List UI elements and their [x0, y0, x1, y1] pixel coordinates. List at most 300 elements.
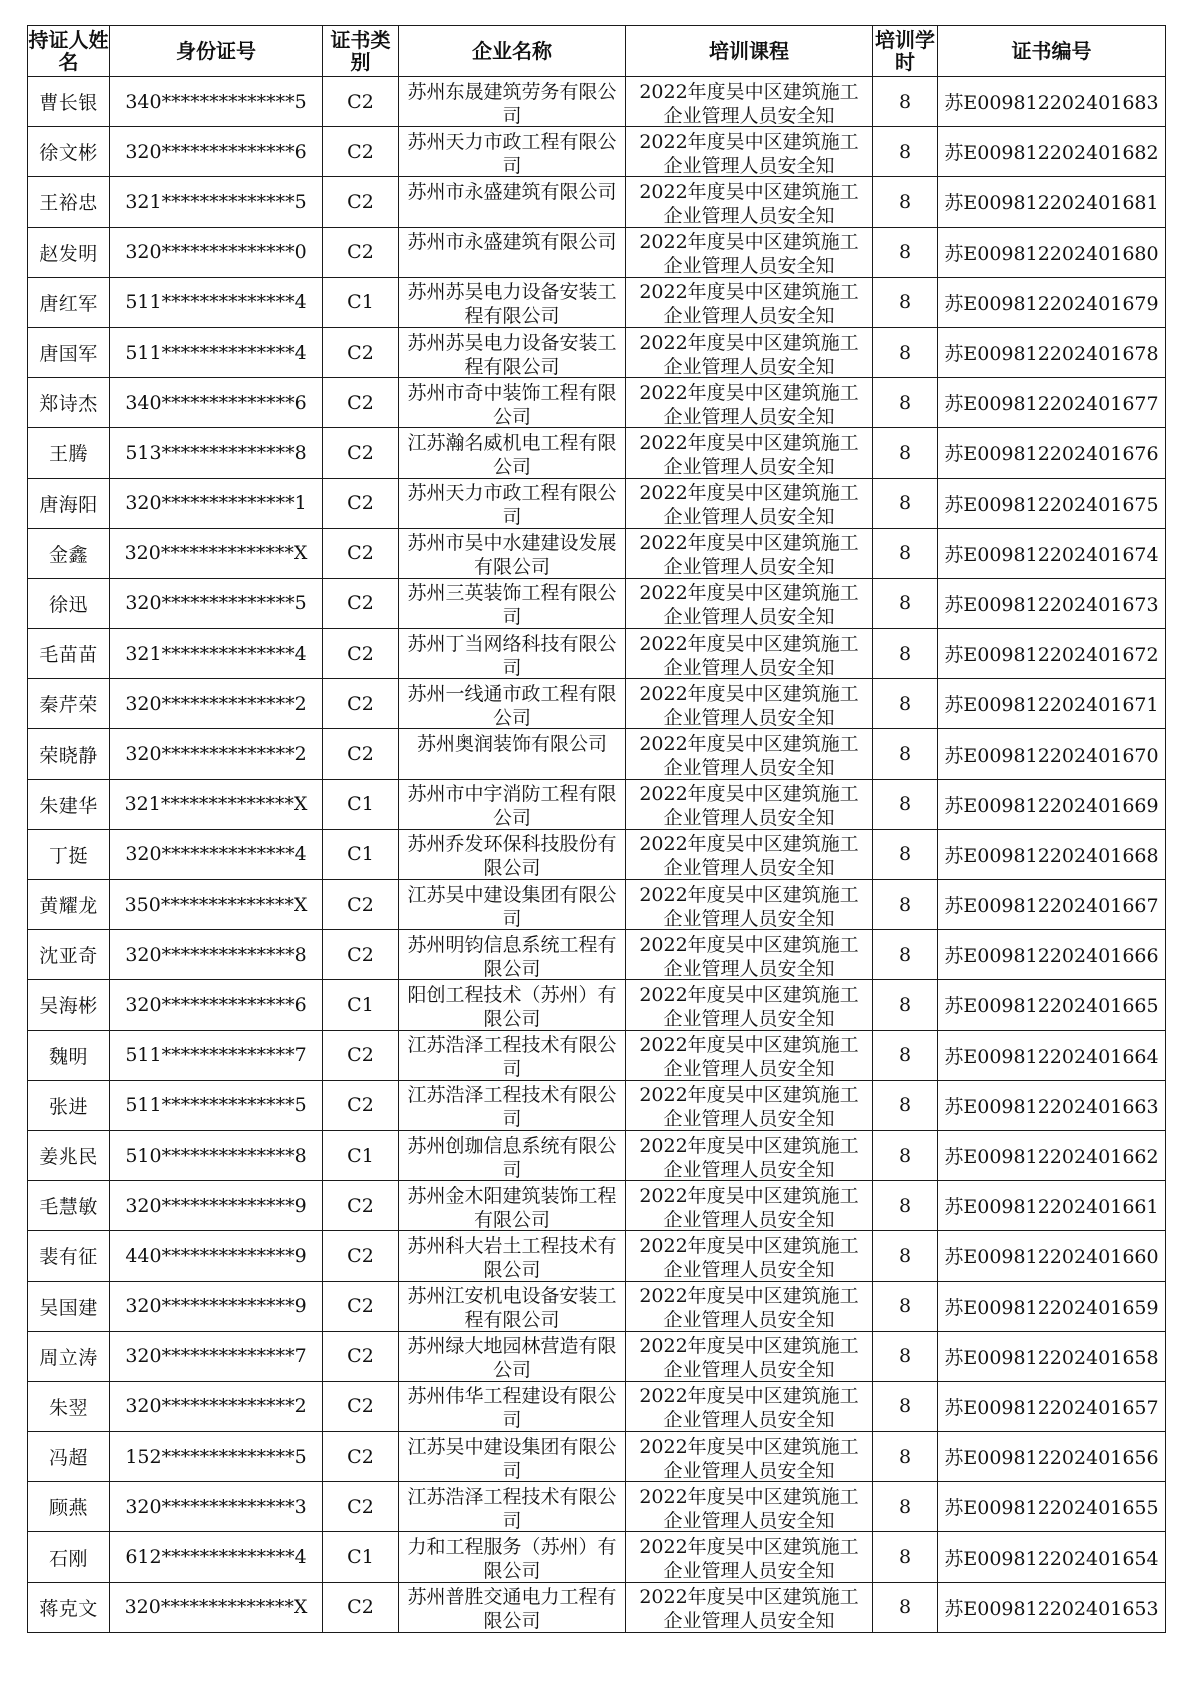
company-name — [399, 428, 626, 478]
cert-type: C2 — [323, 1482, 399, 1532]
table-row — [28, 1532, 1166, 1582]
cert-type: C2 — [323, 1381, 399, 1431]
course-name-text: 2022年度吴中区建筑施工企业管理人员安全知 — [639, 733, 859, 777]
company-name-text: 苏州江安机电设备安装工程有限公司 — [407, 1285, 617, 1329]
table-row — [28, 528, 1166, 578]
company-name — [399, 127, 626, 177]
cert-number: 苏E009812202401681 — [938, 177, 1166, 227]
cert-number: 苏E009812202401667 — [938, 880, 1166, 930]
cert-number: 苏E009812202401675 — [938, 478, 1166, 528]
id-number: 511**************4 — [110, 327, 323, 377]
cert-type: C1 — [323, 829, 399, 879]
cert-number: 苏E009812202401654 — [938, 1532, 1166, 1582]
company-name — [399, 1331, 626, 1381]
cert-number: 苏E009812202401666 — [938, 930, 1166, 980]
company-name — [399, 1030, 626, 1080]
company-name-text: 苏州苏吴电力设备安装工程有限公司 — [407, 331, 617, 375]
cert-type: C2 — [323, 1281, 399, 1331]
holder-name: 石刚 — [28, 1532, 110, 1582]
table-row — [28, 1080, 1166, 1130]
company-name — [399, 277, 626, 327]
company-name — [399, 930, 626, 980]
id-number: 513**************8 — [110, 428, 323, 478]
cert-number: 苏E009812202401668 — [938, 829, 1166, 879]
company-name — [399, 177, 626, 227]
course-name-text: 2022年度吴中区建筑施工企业管理人员安全知 — [639, 130, 859, 174]
course-name — [626, 679, 873, 729]
id-number: 510**************8 — [110, 1130, 323, 1180]
table-row — [28, 629, 1166, 679]
holder-name: 冯超 — [28, 1432, 110, 1482]
cert-type: C2 — [323, 378, 399, 428]
training-hours: 8 — [873, 1181, 938, 1231]
company-name — [399, 729, 626, 779]
training-hours: 8 — [873, 1381, 938, 1431]
course-name-text: 2022年度吴中区建筑施工企业管理人员安全知 — [639, 1385, 859, 1429]
course-name — [626, 1231, 873, 1281]
header-row — [28, 26, 1166, 77]
cert-number: 苏E009812202401661 — [938, 1181, 1166, 1231]
cert-type: C2 — [323, 478, 399, 528]
cert-number: 苏E009812202401665 — [938, 980, 1166, 1030]
cert-number: 苏E009812202401664 — [938, 1030, 1166, 1080]
company-name-text: 江苏浩泽工程技术有限公司 — [407, 1485, 617, 1529]
course-name-text: 2022年度吴中区建筑施工企业管理人员安全知 — [639, 1335, 859, 1379]
course-name — [626, 1432, 873, 1482]
course-name — [626, 177, 873, 227]
table-row — [28, 880, 1166, 930]
company-name-text: 苏州绿大地园林营造有限公司 — [407, 1335, 617, 1379]
company-name — [399, 679, 626, 729]
company-name-text: 力和工程服务（苏州）有限公司 — [407, 1536, 617, 1580]
header-name: 持证人姓名 — [28, 26, 110, 77]
training-hours: 8 — [873, 1281, 938, 1331]
cert-type: C2 — [323, 729, 399, 779]
training-hours: 8 — [873, 378, 938, 428]
company-name — [399, 880, 626, 930]
cert-type: C1 — [323, 1130, 399, 1180]
company-name — [399, 578, 626, 628]
course-name — [626, 77, 873, 127]
course-name-text: 2022年度吴中区建筑施工企业管理人员安全知 — [639, 983, 859, 1027]
company-name — [399, 1231, 626, 1281]
holder-name: 唐海阳 — [28, 478, 110, 528]
cert-type: C2 — [323, 227, 399, 277]
company-name-text: 苏州一线通市政工程有限公司 — [407, 682, 617, 726]
id-number: 340**************5 — [110, 77, 323, 127]
cert-number: 苏E009812202401659 — [938, 1281, 1166, 1331]
cert-type: C2 — [323, 930, 399, 980]
training-hours: 8 — [873, 327, 938, 377]
header-cert-type: 证书类别 — [323, 26, 399, 77]
table-row — [28, 1030, 1166, 1080]
table-row — [28, 1181, 1166, 1231]
course-name-text: 2022年度吴中区建筑施工企业管理人员安全知 — [639, 1084, 859, 1128]
company-name — [399, 478, 626, 528]
table-row — [28, 829, 1166, 879]
course-name — [626, 478, 873, 528]
training-hours: 8 — [873, 578, 938, 628]
course-name — [626, 428, 873, 478]
table-row — [28, 578, 1166, 628]
company-name-text: 阳创工程技术（苏州）有限公司 — [407, 983, 617, 1027]
company-name — [399, 1080, 626, 1130]
company-name — [399, 779, 626, 829]
company-name-text: 江苏浩泽工程技术有限公司 — [407, 1034, 617, 1078]
holder-name: 吴海彬 — [28, 980, 110, 1030]
table-row — [28, 1381, 1166, 1431]
company-name-text: 苏州市永盛建筑有限公司 — [407, 180, 617, 203]
company-name-text: 苏州丁当网络科技有限公司 — [407, 632, 617, 676]
company-name — [399, 1532, 626, 1582]
table-row — [28, 679, 1166, 729]
id-number: 320**************4 — [110, 829, 323, 879]
company-name — [399, 1582, 626, 1632]
holder-name: 周立涛 — [28, 1331, 110, 1381]
cert-number: 苏E009812202401669 — [938, 779, 1166, 829]
course-name-text: 2022年度吴中区建筑施工企业管理人员安全知 — [639, 231, 859, 275]
company-name-text: 江苏吴中建设集团有限公司 — [407, 1435, 617, 1479]
company-name-text: 苏州乔发环保科技股份有限公司 — [407, 833, 617, 877]
cert-number: 苏E009812202401683 — [938, 77, 1166, 127]
training-hours: 8 — [873, 177, 938, 227]
cert-type: C2 — [323, 428, 399, 478]
course-name — [626, 1331, 873, 1381]
company-name-text: 苏州天力市政工程有限公司 — [407, 130, 617, 174]
course-name — [626, 1482, 873, 1532]
cert-number: 苏E009812202401676 — [938, 428, 1166, 478]
course-name-text: 2022年度吴中区建筑施工企业管理人员安全知 — [639, 582, 859, 626]
course-name-text: 2022年度吴中区建筑施工企业管理人员安全知 — [639, 80, 859, 124]
cert-type: C1 — [323, 980, 399, 1030]
id-number: 612**************4 — [110, 1532, 323, 1582]
company-name — [399, 629, 626, 679]
holder-name: 毛慧敏 — [28, 1181, 110, 1231]
cert-number: 苏E009812202401678 — [938, 327, 1166, 377]
cert-type: C1 — [323, 277, 399, 327]
course-name-text: 2022年度吴中区建筑施工企业管理人员安全知 — [639, 381, 859, 425]
id-number: 152**************5 — [110, 1432, 323, 1482]
training-hours: 8 — [873, 829, 938, 879]
course-name-text: 2022年度吴中区建筑施工企业管理人员安全知 — [639, 1485, 859, 1529]
id-number: 320**************2 — [110, 1381, 323, 1431]
training-hours: 8 — [873, 1030, 938, 1080]
id-number: 320**************2 — [110, 679, 323, 729]
id-number: 320**************3 — [110, 1482, 323, 1532]
table-row — [28, 1130, 1166, 1180]
id-number: 320**************5 — [110, 578, 323, 628]
table-row — [28, 127, 1166, 177]
cert-type: C2 — [323, 528, 399, 578]
course-name-text: 2022年度吴中区建筑施工企业管理人员安全知 — [639, 281, 859, 325]
id-number: 320**************X — [110, 1582, 323, 1632]
id-number: 320**************9 — [110, 1181, 323, 1231]
header-hours: 培训学时 — [873, 26, 938, 77]
training-hours: 8 — [873, 1482, 938, 1532]
id-number: 511**************7 — [110, 1030, 323, 1080]
course-name-text: 2022年度吴中区建筑施工企业管理人员安全知 — [639, 883, 859, 927]
id-number: 350**************X — [110, 880, 323, 930]
id-number: 320**************6 — [110, 127, 323, 177]
company-name — [399, 77, 626, 127]
course-name — [626, 779, 873, 829]
course-name — [626, 277, 873, 327]
id-number: 320**************X — [110, 528, 323, 578]
training-hours: 8 — [873, 880, 938, 930]
cert-number: 苏E009812202401656 — [938, 1432, 1166, 1482]
company-name-text: 苏州市奇中装饰工程有限公司 — [407, 381, 617, 425]
company-name — [399, 1432, 626, 1482]
training-hours: 8 — [873, 980, 938, 1030]
holder-name: 蒋克文 — [28, 1582, 110, 1632]
id-number: 511**************4 — [110, 277, 323, 327]
training-hours: 8 — [873, 1331, 938, 1381]
certificate-table — [27, 25, 1166, 1633]
holder-name: 唐国军 — [28, 327, 110, 377]
course-name — [626, 980, 873, 1030]
id-number: 320**************8 — [110, 930, 323, 980]
cert-type: C2 — [323, 1030, 399, 1080]
cert-number: 苏E009812202401655 — [938, 1482, 1166, 1532]
cert-type: C2 — [323, 1181, 399, 1231]
cert-number: 苏E009812202401663 — [938, 1080, 1166, 1130]
holder-name: 魏明 — [28, 1030, 110, 1080]
training-hours: 8 — [873, 227, 938, 277]
company-name-text: 苏州天力市政工程有限公司 — [407, 482, 617, 526]
course-name — [626, 880, 873, 930]
id-number: 340**************6 — [110, 378, 323, 428]
header-course: 培训课程 — [626, 26, 873, 77]
holder-name: 唐红军 — [28, 277, 110, 327]
cert-type: C2 — [323, 1582, 399, 1632]
cert-number: 苏E009812202401674 — [938, 528, 1166, 578]
course-name-text: 2022年度吴中区建筑施工企业管理人员安全知 — [639, 933, 859, 977]
course-name — [626, 578, 873, 628]
training-hours: 8 — [873, 679, 938, 729]
course-name — [626, 1381, 873, 1431]
table-row — [28, 1281, 1166, 1331]
cert-number: 苏E009812202401653 — [938, 1582, 1166, 1632]
course-name — [626, 1080, 873, 1130]
course-name-text: 2022年度吴中区建筑施工企业管理人员安全知 — [639, 1536, 859, 1580]
course-name-text: 2022年度吴中区建筑施工企业管理人员安全知 — [639, 1435, 859, 1479]
cert-type: C2 — [323, 629, 399, 679]
company-name-text: 苏州伟华工程建设有限公司 — [407, 1385, 617, 1429]
cert-number: 苏E009812202401673 — [938, 578, 1166, 628]
holder-name: 荣晓静 — [28, 729, 110, 779]
holder-name: 姜兆民 — [28, 1130, 110, 1180]
holder-name: 裴有征 — [28, 1231, 110, 1281]
table-row — [28, 779, 1166, 829]
course-name-text: 2022年度吴中区建筑施工企业管理人员安全知 — [639, 431, 859, 475]
cert-number: 苏E009812202401677 — [938, 378, 1166, 428]
training-hours: 8 — [873, 1582, 938, 1632]
company-name-text: 苏州创珈信息系统有限公司 — [407, 1134, 617, 1178]
company-name-text: 苏州市吴中水建建设发展有限公司 — [407, 532, 617, 576]
table-row — [28, 729, 1166, 779]
table-row — [28, 980, 1166, 1030]
cert-number: 苏E009812202401658 — [938, 1331, 1166, 1381]
training-hours: 8 — [873, 629, 938, 679]
holder-name: 朱翌 — [28, 1381, 110, 1431]
cert-type: C1 — [323, 779, 399, 829]
company-name-text: 苏州明钧信息系统工程有限公司 — [407, 933, 617, 977]
table-row — [28, 478, 1166, 528]
training-hours: 8 — [873, 277, 938, 327]
table-row — [28, 277, 1166, 327]
holder-name: 郑诗杰 — [28, 378, 110, 428]
table-row — [28, 1432, 1166, 1482]
company-name-text: 苏州金木阳建筑装饰工程有限公司 — [407, 1184, 617, 1228]
id-number: 511**************5 — [110, 1080, 323, 1130]
course-name — [626, 378, 873, 428]
table-row — [28, 77, 1166, 127]
table-row — [28, 1582, 1166, 1632]
company-name-text: 江苏吴中建设集团有限公司 — [407, 883, 617, 927]
table-row — [28, 378, 1166, 428]
id-number: 320**************7 — [110, 1331, 323, 1381]
course-name — [626, 327, 873, 377]
id-number: 440**************9 — [110, 1231, 323, 1281]
id-number: 320**************1 — [110, 478, 323, 528]
cert-type: C2 — [323, 77, 399, 127]
cert-type: C2 — [323, 578, 399, 628]
table-row — [28, 1482, 1166, 1532]
table-row — [28, 930, 1166, 980]
table-row — [28, 327, 1166, 377]
training-hours: 8 — [873, 77, 938, 127]
training-hours: 8 — [873, 779, 938, 829]
company-name — [399, 1281, 626, 1331]
holder-name: 顾燕 — [28, 1482, 110, 1532]
company-name — [399, 1181, 626, 1231]
header-id-number: 身份证号 — [110, 26, 323, 77]
course-name — [626, 1130, 873, 1180]
course-name — [626, 1582, 873, 1632]
table-row — [28, 227, 1166, 277]
cert-number: 苏E009812202401672 — [938, 629, 1166, 679]
company-name-text: 苏州东晟建筑劳务有限公司 — [407, 80, 617, 124]
course-name-text: 2022年度吴中区建筑施工企业管理人员安全知 — [639, 682, 859, 726]
holder-name: 秦芹荣 — [28, 679, 110, 729]
course-name — [626, 829, 873, 879]
cert-type: C2 — [323, 327, 399, 377]
company-name-text: 苏州奥润装饰有限公司 — [416, 733, 607, 756]
training-hours: 8 — [873, 127, 938, 177]
course-name — [626, 227, 873, 277]
course-name — [626, 528, 873, 578]
training-hours: 8 — [873, 1080, 938, 1130]
course-name-text: 2022年度吴中区建筑施工企业管理人员安全知 — [639, 1586, 859, 1630]
cert-number: 苏E009812202401670 — [938, 729, 1166, 779]
company-name-text: 苏州市中宇消防工程有限公司 — [407, 783, 617, 827]
table-row — [28, 1231, 1166, 1281]
company-name-text: 苏州苏吴电力设备安装工程有限公司 — [407, 281, 617, 325]
holder-name: 张进 — [28, 1080, 110, 1130]
table-row — [28, 177, 1166, 227]
training-hours: 8 — [873, 1532, 938, 1582]
id-number: 320**************0 — [110, 227, 323, 277]
course-name-text: 2022年度吴中区建筑施工企业管理人员安全知 — [639, 632, 859, 676]
training-hours: 8 — [873, 729, 938, 779]
course-name-text: 2022年度吴中区建筑施工企业管理人员安全知 — [639, 1134, 859, 1178]
company-name-text: 苏州普胜交通电力工程有限公司 — [407, 1586, 617, 1630]
course-name — [626, 930, 873, 980]
course-name-text: 2022年度吴中区建筑施工企业管理人员安全知 — [639, 1234, 859, 1278]
cert-number: 苏E009812202401682 — [938, 127, 1166, 177]
course-name-text: 2022年度吴中区建筑施工企业管理人员安全知 — [639, 783, 859, 827]
table-row — [28, 428, 1166, 478]
cert-type: C2 — [323, 1432, 399, 1482]
id-number: 320**************6 — [110, 980, 323, 1030]
company-name — [399, 829, 626, 879]
company-name-text: 苏州科大岩土工程技术有限公司 — [407, 1234, 617, 1278]
course-name-text: 2022年度吴中区建筑施工企业管理人员安全知 — [639, 532, 859, 576]
cert-number: 苏E009812202401662 — [938, 1130, 1166, 1180]
company-name-text: 江苏瀚名威机电工程有限公司 — [407, 431, 617, 475]
cert-number: 苏E009812202401671 — [938, 679, 1166, 729]
cert-number: 苏E009812202401680 — [938, 227, 1166, 277]
cert-number: 苏E009812202401660 — [938, 1231, 1166, 1281]
cert-type: C2 — [323, 1231, 399, 1281]
id-number: 320**************9 — [110, 1281, 323, 1331]
company-name — [399, 1381, 626, 1431]
id-number: 320**************2 — [110, 729, 323, 779]
course-name — [626, 1281, 873, 1331]
course-name-text: 2022年度吴中区建筑施工企业管理人员安全知 — [639, 482, 859, 526]
holder-name: 金鑫 — [28, 528, 110, 578]
holder-name: 毛苗苗 — [28, 629, 110, 679]
holder-name: 徐迅 — [28, 578, 110, 628]
cert-type: C2 — [323, 880, 399, 930]
holder-name: 丁挺 — [28, 829, 110, 879]
course-name — [626, 729, 873, 779]
cert-number: 苏E009812202401657 — [938, 1381, 1166, 1431]
id-number: 321**************X — [110, 779, 323, 829]
cert-number: 苏E009812202401679 — [938, 277, 1166, 327]
company-name-text: 苏州市永盛建筑有限公司 — [407, 231, 617, 254]
header-company: 企业名称 — [399, 26, 626, 77]
company-name-text: 苏州三英装饰工程有限公司 — [407, 582, 617, 626]
holder-name: 朱建华 — [28, 779, 110, 829]
cert-type: C2 — [323, 1331, 399, 1381]
training-hours: 8 — [873, 428, 938, 478]
training-hours: 8 — [873, 1231, 938, 1281]
training-hours: 8 — [873, 1130, 938, 1180]
holder-name: 吴国建 — [28, 1281, 110, 1331]
table-row — [28, 1331, 1166, 1381]
id-number: 321**************4 — [110, 629, 323, 679]
training-hours: 8 — [873, 528, 938, 578]
company-name — [399, 227, 626, 277]
course-name-text: 2022年度吴中区建筑施工企业管理人员安全知 — [639, 833, 859, 877]
holder-name: 王腾 — [28, 428, 110, 478]
holder-name: 徐文彬 — [28, 127, 110, 177]
course-name — [626, 629, 873, 679]
training-hours: 8 — [873, 930, 938, 980]
company-name-text: 江苏浩泽工程技术有限公司 — [407, 1084, 617, 1128]
training-hours: 8 — [873, 478, 938, 528]
course-name-text: 2022年度吴中区建筑施工企业管理人员安全知 — [639, 1034, 859, 1078]
cert-type: C2 — [323, 127, 399, 177]
company-name — [399, 980, 626, 1030]
holder-name: 王裕忠 — [28, 177, 110, 227]
company-name — [399, 528, 626, 578]
cert-type: C2 — [323, 177, 399, 227]
course-name-text: 2022年度吴中区建筑施工企业管理人员安全知 — [639, 1285, 859, 1329]
company-name — [399, 327, 626, 377]
course-name — [626, 1181, 873, 1231]
